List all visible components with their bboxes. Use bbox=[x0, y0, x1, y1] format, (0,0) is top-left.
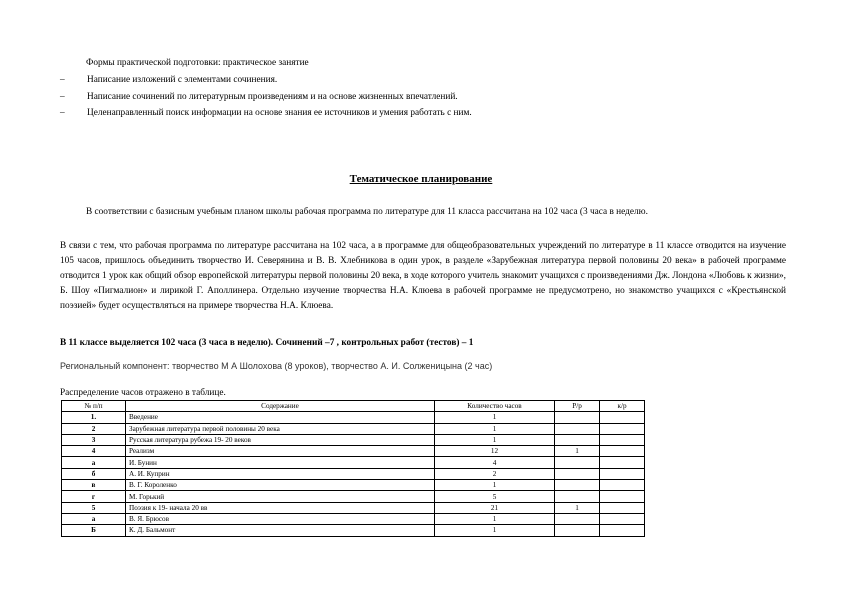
col-rr: Р/р bbox=[555, 401, 600, 412]
row-number: а bbox=[62, 457, 126, 468]
row-kr bbox=[600, 525, 645, 536]
row-hours: 12 bbox=[435, 446, 555, 457]
row-kr bbox=[600, 502, 645, 513]
table-row bbox=[62, 468, 645, 479]
row-kr bbox=[600, 412, 645, 423]
table-row bbox=[62, 525, 645, 536]
row-rr bbox=[555, 513, 600, 524]
row-content: Зарубежная литература первой половины 20 века bbox=[126, 423, 435, 434]
row-content: Реализм bbox=[126, 446, 435, 457]
row-kr bbox=[600, 457, 645, 468]
row-number: б bbox=[62, 468, 126, 479]
list-item: – Написание изложений с элементами сочинения. bbox=[60, 75, 278, 85]
row-rr bbox=[555, 423, 600, 434]
row-kr bbox=[600, 513, 645, 524]
practice-heading: Формы практической подготовки: практическое занятие bbox=[86, 58, 309, 68]
col-hours: Количество часов bbox=[435, 401, 555, 412]
section-title: Тематическое планирование bbox=[349, 173, 493, 185]
row-rr bbox=[555, 525, 600, 536]
row-hours: 1 bbox=[435, 434, 555, 445]
row-hours: 1 bbox=[435, 423, 555, 434]
row-number: 5 bbox=[62, 502, 126, 513]
row-content: В. Я. Брюсов bbox=[126, 513, 435, 524]
table-row bbox=[62, 491, 645, 502]
row-hours: 5 bbox=[435, 491, 555, 502]
practice-list bbox=[60, 72, 472, 122]
row-rr bbox=[555, 412, 600, 423]
table-header-row bbox=[62, 401, 645, 412]
row-number: а bbox=[62, 513, 126, 524]
row-content: Поэзия к 19- начала 20 вв bbox=[126, 502, 435, 513]
row-rr bbox=[555, 468, 600, 479]
table-row bbox=[62, 513, 645, 524]
row-content: М. Горький bbox=[126, 491, 435, 502]
row-content: Русская литература рубежа 19- 20 веков bbox=[126, 434, 435, 445]
row-number: 4 bbox=[62, 446, 126, 457]
row-kr bbox=[600, 491, 645, 502]
table-row bbox=[62, 434, 645, 445]
row-kr bbox=[600, 480, 645, 491]
row-number: Б bbox=[62, 525, 126, 536]
row-rr bbox=[555, 457, 600, 468]
hours-table bbox=[61, 400, 645, 537]
list-item: – Целенаправленный поиск информации на основе знания ее источников и умения работать с ним. bbox=[60, 108, 472, 118]
row-number: 1. bbox=[62, 412, 126, 423]
row-kr bbox=[600, 434, 645, 445]
table-row bbox=[62, 423, 645, 434]
col-content: Содержание bbox=[126, 401, 435, 412]
table-row bbox=[62, 502, 645, 513]
row-content: Введение bbox=[126, 412, 435, 423]
row-content: К. Д. Бальмонт bbox=[126, 525, 435, 536]
paragraph-explanation: В связи с тем, что рабочая программа по литературе рассчитана на 102 часа, а в программе для общеобразовательных учреждений по литературе в 11 классе отводится на изучение 105 часов, пришлось объединить творчество И. Северянина и В. В. Хлебникова в один урок, в разделе «Зарубежная литература первой половины 20 века» в рабочей программе отводится 1 урок как общий обзор европейской литературы первой половины 20 века, в ходе которого учитель знакомит учащихся с произведениями Дж. Лондона «Любовь к жизни», Б. Шоу «Пигмалион» и лирикой Г. Аполлинера. Отдельно изучение творчества Н.А. Клюева в рабочей программе не предусмотрено, но знакомство учащихся с «Крестьянской поэзией» будет осуществляться на примере творчества Н.А. Клюева. bbox=[60, 241, 786, 311]
row-hours: 2 bbox=[435, 468, 555, 479]
table-row bbox=[62, 412, 645, 423]
col-kr: к/р bbox=[600, 401, 645, 412]
row-hours: 1 bbox=[435, 513, 555, 524]
row-number: 2 bbox=[62, 423, 126, 434]
paragraph-regional: Региональный компонент: творчество М А Шолохова (8 уроков), творчество А. И. Солженицына (2 час) bbox=[60, 361, 493, 371]
col-number: № п/п bbox=[62, 401, 126, 412]
row-rr: 1 bbox=[555, 446, 600, 457]
row-rr bbox=[555, 480, 600, 491]
row-hours: 1 bbox=[435, 412, 555, 423]
list-item: – Написание сочинений по литературным произведениям и на основе жизненных впечатлений. bbox=[60, 91, 458, 102]
row-rr: 1 bbox=[555, 502, 600, 513]
row-number: 3 bbox=[62, 434, 126, 445]
row-content: И. Бунин bbox=[126, 457, 435, 468]
row-content: В. Г. Короленко bbox=[126, 480, 435, 491]
table-row bbox=[62, 446, 645, 457]
row-kr bbox=[600, 446, 645, 457]
paragraph-intro: В соответствии с базисным учебным планом школы рабочая программа по литературе для 11 класса рассчитана на 102 часа (3 часа в неделю. bbox=[86, 207, 648, 217]
row-hours: 21 bbox=[435, 502, 555, 513]
row-kr bbox=[600, 423, 645, 434]
row-hours: 1 bbox=[435, 480, 555, 491]
table-row bbox=[62, 480, 645, 491]
row-rr bbox=[555, 434, 600, 445]
paragraph-table-intro: Распределение часов отражено в таблице. bbox=[60, 388, 226, 398]
row-number: в bbox=[62, 480, 126, 491]
row-kr bbox=[600, 468, 645, 479]
row-number: г bbox=[62, 491, 126, 502]
table-row bbox=[62, 457, 645, 468]
row-hours: 1 bbox=[435, 525, 555, 536]
paragraph-hours-summary: В 11 классе выделяется 102 часа (3 часа в неделю). Сочинений –7 , контрольных работ (тестов) – 1 bbox=[60, 338, 474, 348]
row-content: А. И. Куприн bbox=[126, 468, 435, 479]
row-rr bbox=[555, 491, 600, 502]
row-hours: 4 bbox=[435, 457, 555, 468]
